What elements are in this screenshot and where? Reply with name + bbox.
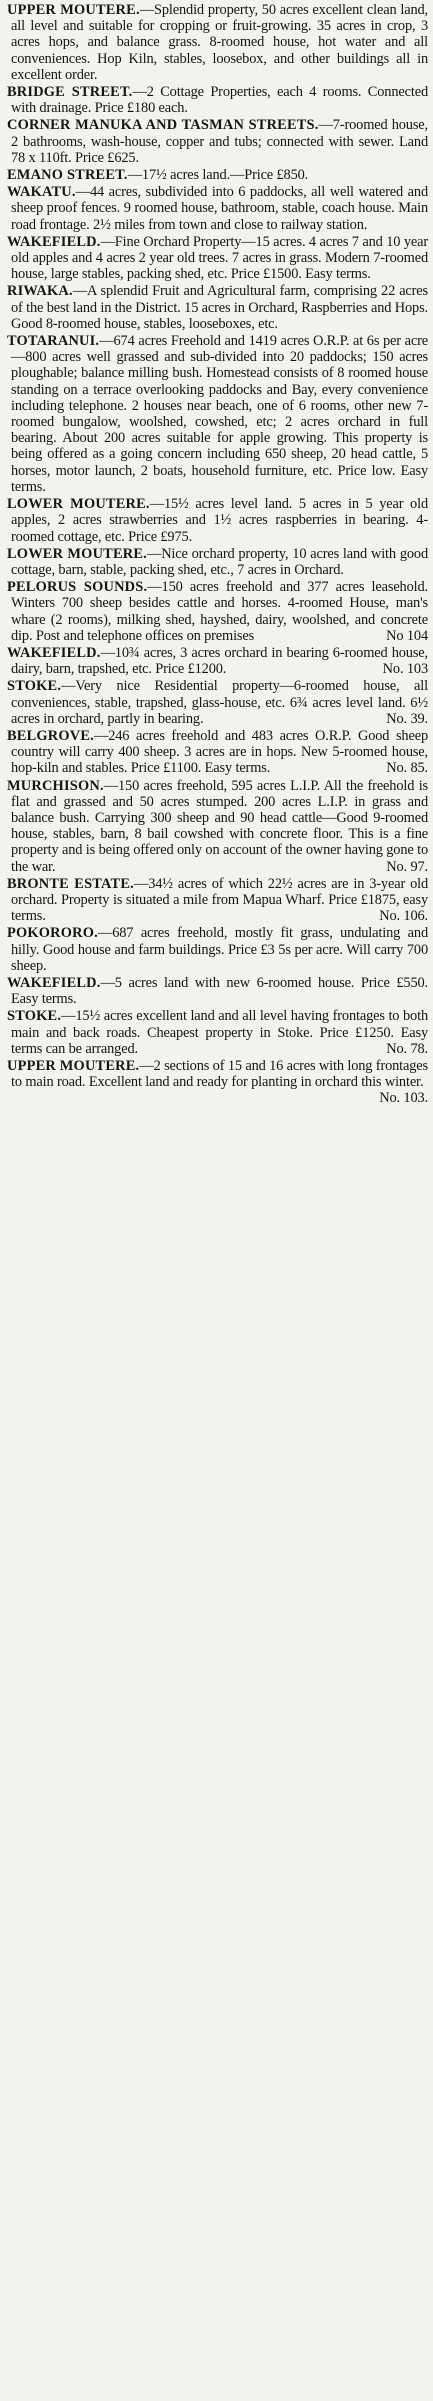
- listing-body: —246 acres freehold and 483 acres O.R.P. Good sheep country will carry 400 sheep. 3 acres are in hops. New 5-roomed house, hop-kiln and stables. Price £1100. Easy terms.: [11, 727, 428, 777]
- listing-body: —150 acres freehold, 595 acres L.I.P. All the freehold is flat and grassed and 50 acres stumped. 200 acres L.I.P. in grass and balance bush. Carrying 300 sheep and 90 head cattle—Good 9-roomed house, stables, barn, 8 bail cowshed with concrete floor. This is a fine property and is being offered only on account of the owner having gone to the war.: [11, 777, 428, 875]
- listing-number: No. 78.: [386, 1040, 428, 1057]
- listing-body: —5 acres land with new 6-roomed house. Price £550. Easy terms.: [11, 974, 428, 1008]
- listing-body: —2 Cottage Properties, each 4 rooms. Connected with drainage. Price £180 each.: [11, 84, 428, 117]
- listing-entry: [7, 496, 428, 545]
- listing-body: —150 acres freehold and 377 acres leasehold. Winters 700 sheep besides cattle and horses. 4-roomed House, man's whare (2 rooms), milking shed, hayshed, dairy, woolshed, and concrete dip. Post and telephone offices on premises: [11, 579, 428, 644]
- listing-body: —15½ acres excellent land and all level having frontages to both main and back roads. Cheapest property in Stoke. Price £1250. Easy terms can be arranged.: [11, 1008, 428, 1057]
- listing-heading: WAKEFIELD.: [7, 233, 101, 250]
- listing-body: —34½ acres of which 22½ acres are in 3-year old orchard. Property is situated a mile from Mapua Wharf. Price £1875, easy terms.: [11, 875, 429, 925]
- listing-body: —Very nice Residential property—6-roomed house, all conveniences, stable, trapshed, glass-house, etc. 6¾ acres level land. 6½ acres in orchard, partly in bearing.: [11, 678, 428, 727]
- listing-heading: UPPER MOUTERE.: [7, 1058, 140, 1074]
- listing-body: —687 acres freehold, mostly fit grass, undulating and hilly. Good house and farm buildings. Price £3 5s per acre. Will carry 700 sheep.: [11, 925, 428, 974]
- listing-number: No 104: [386, 627, 428, 644]
- listing-entry: [7, 645, 428, 677]
- listing-body: —44 acres, subdivided into 6 paddocks, all well watered and sheep proof fences. 9 roomed house, bathroom, stable, coach house. Main road frontage. 2½ miles from town and close to railway station.: [11, 184, 428, 233]
- listing-number: No. 103: [382, 661, 428, 678]
- listing-entry: [7, 678, 428, 727]
- listing-entry: [7, 2, 428, 83]
- listing-body: —15½ acres level land. 5 acres in 5 year old apples, 2 acres strawberries and 1½ acres raspberries in bearing. 4-roomed cottage, etc. Price £975.: [11, 496, 428, 545]
- listings-column: [0, 0, 433, 1107]
- listing-heading: LOWER MOUTERE.: [7, 545, 147, 562]
- listing-entry: [7, 975, 428, 1007]
- listing-heading: POKORORO.: [7, 925, 98, 942]
- listing-number: No. 85.: [386, 760, 428, 777]
- listing-number: No. 39.: [386, 710, 428, 727]
- listing-heading: STOKE.: [7, 678, 62, 695]
- listing-heading: BRIDGE STREET.: [7, 84, 133, 101]
- listing-entry: [7, 333, 428, 495]
- listing-entry: [7, 925, 428, 974]
- listing-entry: [7, 1008, 428, 1057]
- listing-entry: [7, 283, 428, 332]
- listing-heading: UPPER MOUTERE.: [7, 2, 140, 18]
- listing-heading: EMANO STREET.: [7, 167, 128, 184]
- listing-heading: PELORUS SOUNDS.: [7, 579, 148, 596]
- listing-entry: [7, 579, 428, 644]
- listing-heading: STOKE.: [7, 1008, 62, 1025]
- listing-heading: WAKATU.: [7, 184, 76, 201]
- listing-entry: [7, 167, 428, 183]
- listing-body: —10¾ acres, 3 acres orchard in bearing 6-roomed house, dairy, barn, trapshed, etc. Price £1200.: [11, 644, 428, 678]
- listing-body: —7-roomed house, 2 bathrooms, wash-house, copper and tubs; connected with sewer. Land 78 x 110ft. Price £625.: [11, 117, 428, 166]
- listing-number: No. 97.: [386, 858, 428, 875]
- listing-body: —17½ acres land.—Price £850.: [127, 167, 309, 184]
- listing-heading: WAKEFIELD.: [7, 644, 101, 661]
- listing-entry: [7, 117, 428, 166]
- listing-entry: [7, 546, 428, 578]
- listing-entry: [7, 1058, 428, 1107]
- listing-entry: [7, 184, 428, 233]
- listing-body: —Fine Orchard Property—15 acres. 4 acres 7 and 10 year old apples and 4 acres 2 year old trees. 7 acres in grass. Modern 7-roomed house, large stables, packing shed, etc. Price £1500. Easy terms.: [11, 233, 428, 283]
- listing-heading: BRONTE ESTATE.: [7, 875, 134, 892]
- listing-entry: [7, 234, 428, 283]
- listing-entry: [7, 84, 428, 116]
- listing-entry: [7, 778, 428, 875]
- listing-heading: CORNER MANUKA AND TASMAN STREETS.: [7, 117, 319, 134]
- listing-heading: WAKEFIELD.: [7, 974, 101, 991]
- listing-body: —A splendid Fruit and Agricultural farm, comprising 22 acres of the best land in the District. 15 acres in Orchard, Raspberries and Hops. Good 8-roomed house, stables, looseboxes, etc.: [11, 283, 429, 332]
- listing-heading: LOWER MOUTERE.: [7, 496, 150, 513]
- listing-body: —Splendid property, 50 acres excellent clean land, all level and suitable for cropping or fruit-growing. 35 acres in crop, 3 acres hops, and balance grass. 8-roomed house, hot water and all conveniences. Hop Kiln, stables, loosebox, and other buildings all in excellent order.: [11, 2, 428, 83]
- listing-entry: [7, 876, 428, 925]
- listing-heading: MURCHISON.: [7, 777, 104, 794]
- listing-entry: [7, 728, 428, 777]
- listing-heading: BELGROVE.: [7, 727, 94, 744]
- listing-number: No. 103.: [379, 1090, 428, 1107]
- listing-body: —2 sections of 15 and 16 acres with long frontages to main road. Excellent land and ready for planting in orchard this winter.: [11, 1058, 428, 1091]
- listing-body: —Nice orchard property, 10 acres land with good cottage, barn, stable, packing shed, etc., 7 acres in Orchard.: [11, 545, 428, 578]
- listing-number: No. 106.: [379, 908, 428, 925]
- listing-body: —674 acres Freehold and 1419 acres O.R.P. at 6s per acre—800 acres well grassed and sub-divided into 20 paddocks; 150 acres ploughable; balance milling bush. Homestead consists of 8 roomed house standing on a terrace overlooking paddocks and Bay, every convenience including telephone. 2 houses near beach, one of 6 rooms, other new 7-roomed bungalow, woolshed, cowshed, etc; 2 acres orchard in full bearing. About 200 acres suitable for apple growing. This property is being offered as a going concern including 650 sheep, 20 head cattle, 5 horses, motor launch, 2 boats, household furniture, etc. Price low. Easy terms.: [11, 333, 428, 495]
- listing-heading: RIWAKA.: [7, 283, 73, 300]
- listing-heading: TOTARANUI.: [7, 333, 100, 350]
